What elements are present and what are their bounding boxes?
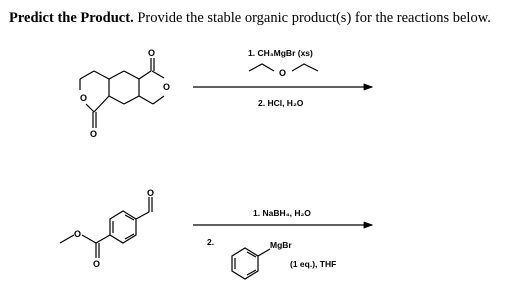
reaction1-step2-reagent: 2. HCl, H₂O <box>258 98 304 108</box>
reaction2-step1-reagent: 1. NaBH₄, H₂O <box>253 208 311 218</box>
formyl-oxygen: O <box>147 188 155 198</box>
bislactone-oxygen-1: O <box>148 48 156 58</box>
bislactone-oxygen-3: O <box>80 93 88 103</box>
bislactone-oxygen-2: O <box>163 82 171 92</box>
benzylmagnesium-bromide-structure <box>232 248 270 279</box>
ester-carbonyl-oxygen: O <box>93 259 101 269</box>
reaction2-step2-number: 2. <box>207 237 215 247</box>
reaction2-reagent-note: (1 eq.), THF <box>290 259 337 269</box>
bislactone-structure <box>80 58 164 128</box>
ester-ether-oxygen: O <box>74 229 82 239</box>
problem-instructions: Provide the stable organic product(s) for the reactions below. <box>137 10 491 26</box>
methyl-formylbenzoate-structure <box>60 197 152 258</box>
reaction1-step1-reagent: 1. CH₃MgBr (xs) <box>248 48 313 58</box>
bislactone-oxygen-4: O <box>90 129 98 139</box>
grignard-mgbr-label: MgBr <box>270 240 292 250</box>
problem-title: Predict the Product. <box>9 10 134 26</box>
ether-oxygen: O <box>279 68 287 78</box>
